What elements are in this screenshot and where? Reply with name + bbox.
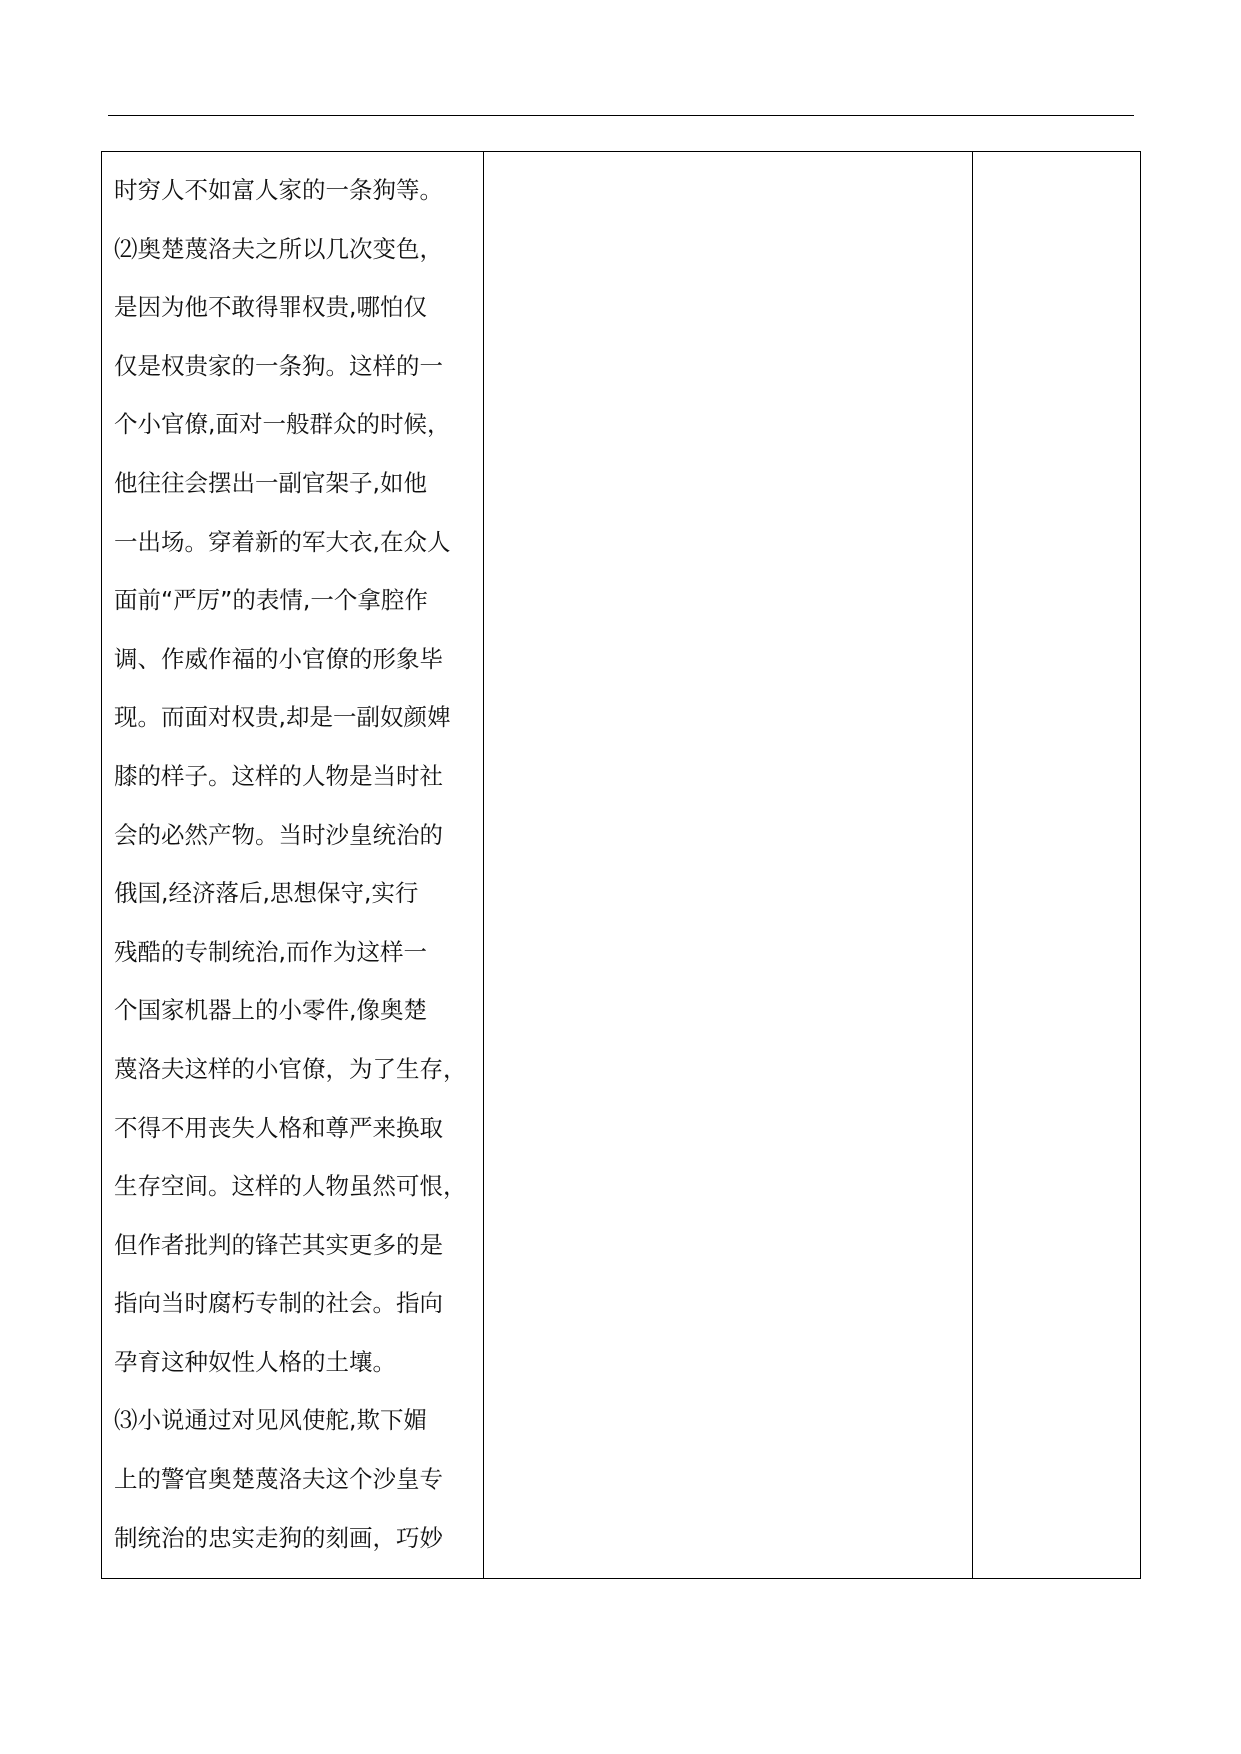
text-line: 蔑洛夫这样的小官僚，为了生存， xyxy=(114,1054,467,1083)
text-line: 不得不用丧失人格和尊严来换取 xyxy=(114,1113,443,1142)
empty-cell-right xyxy=(973,152,1141,1579)
text-line: 孕育这种奴性人格的土壤。 xyxy=(114,1347,396,1376)
text-line: 但作者批判的锋芒其实更多的是 xyxy=(114,1230,443,1259)
text-line: 时穷人不如富人家的一条狗等。 xyxy=(114,176,443,204)
text-line: 一出场。穿着新的军大衣,在众人 xyxy=(114,527,451,556)
text-line: 面前“严厉”的表情,一个拿腔作 xyxy=(114,586,428,615)
text-line: 上的警官奥楚蔑洛夫这个沙皇专 xyxy=(114,1465,443,1494)
text-line: 现。而面对权贵,却是一副奴颜婢 xyxy=(114,703,451,732)
text-line: 个小官僚,面对一般群众的时候， xyxy=(114,410,451,439)
content-table xyxy=(101,151,1141,1579)
text-line: 个国家机器上的小零件,像奥楚 xyxy=(114,996,427,1025)
text-line: 指向当时腐朽专制的社会。指向 xyxy=(114,1289,443,1318)
text-line: 他往往会摆出一副官架子,如他 xyxy=(114,468,427,497)
text-line: ⑵奥楚蔑洛夫之所以几次变色， xyxy=(114,234,443,263)
text-line: 调、作威作福的小官僚的形象毕 xyxy=(114,644,443,673)
empty-cell-middle xyxy=(484,152,973,1579)
text-line: 会的必然产物。当时沙皇统治的 xyxy=(114,820,443,849)
text-line: 生存空间。这样的人物虽然可恨， xyxy=(114,1172,467,1201)
text-line: ⑶小说通过对见风使舵,欺下媚 xyxy=(114,1406,427,1435)
text-line: 仅是权贵家的一条狗。这样的一 xyxy=(114,351,443,380)
text-line: 残酷的专制统治,而作为这样一 xyxy=(114,937,427,966)
header-rule xyxy=(108,115,1134,116)
text-line: 膝的样子。这样的人物是当时社 xyxy=(114,761,443,790)
text-line: 制统治的忠实走狗的刻画，巧妙 xyxy=(114,1523,443,1552)
text-line: 俄国,经济落后,思想保守,实行 xyxy=(114,879,419,908)
text-line: 是因为他不敢得罪权贵,哪怕仅 xyxy=(114,293,427,322)
text-cell xyxy=(102,152,484,1579)
